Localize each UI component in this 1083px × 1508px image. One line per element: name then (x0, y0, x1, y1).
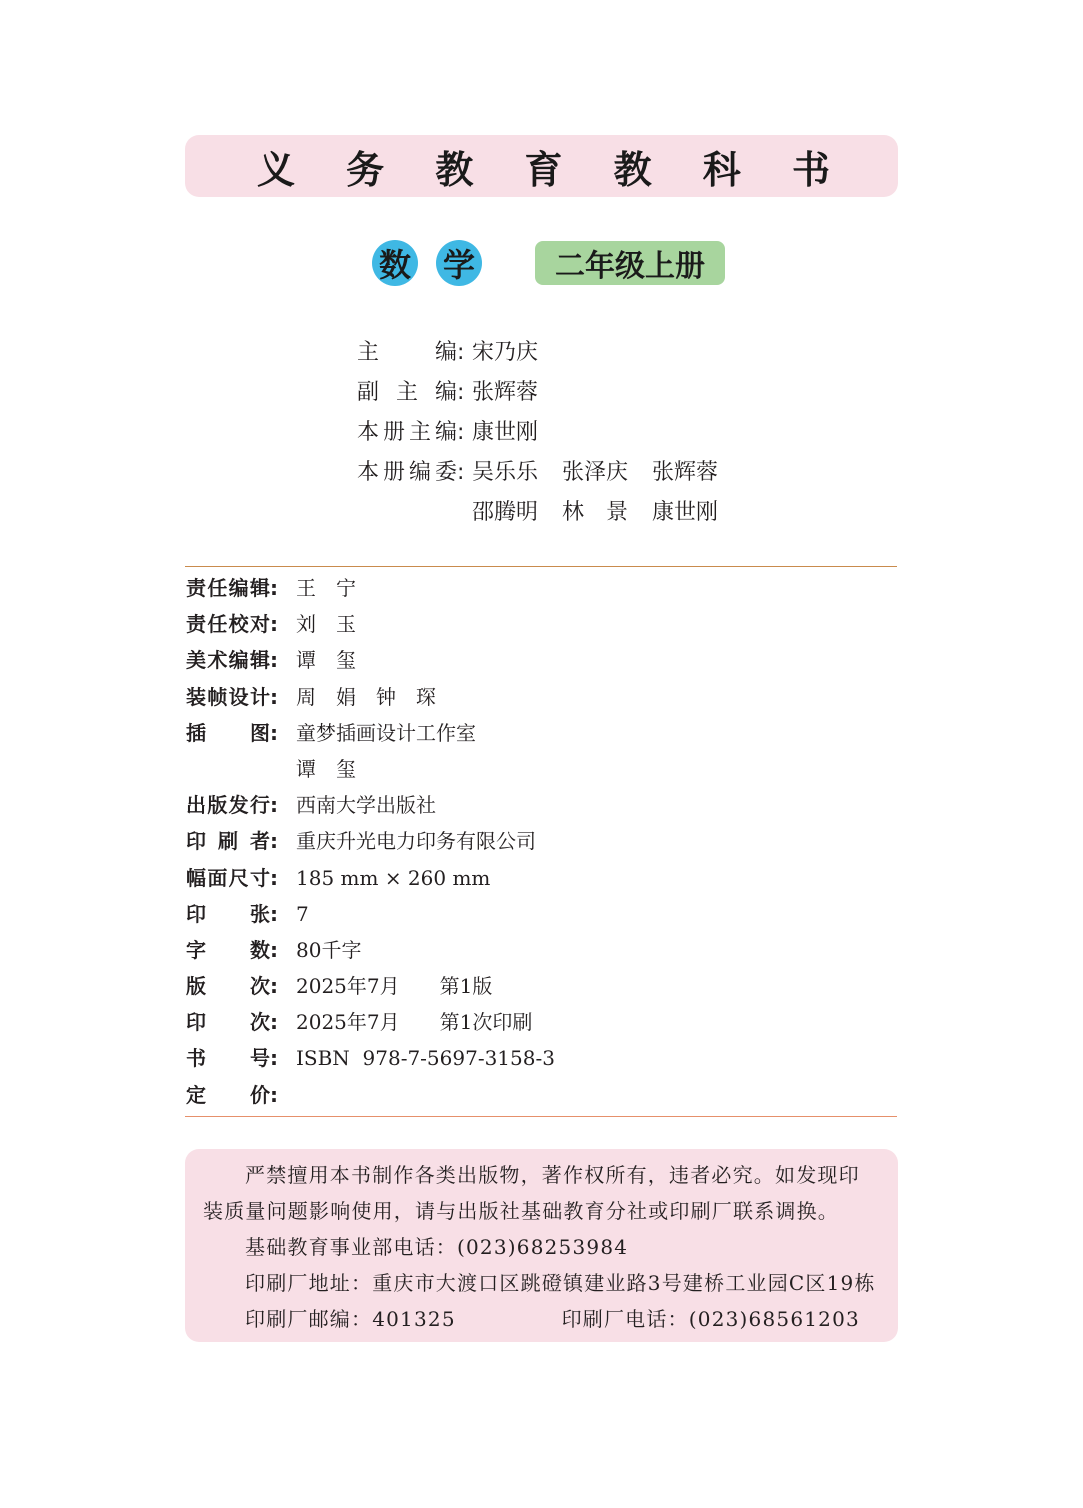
grade-badge: 二年级上册 (535, 241, 725, 285)
editor-row: 本册主编 : 康世刚 (357, 416, 742, 456)
editor-row (357, 496, 742, 536)
editors-list (357, 336, 742, 536)
credit-row: 责任校对 : 刘 玉 (186, 607, 555, 643)
editor-row: 主 编 : 宋乃庆 (357, 336, 742, 376)
editor-name: 林 景 (562, 500, 629, 525)
credit-row: 插图 : 童梦插画设计工作室 (186, 716, 555, 752)
editor-name: 康世刚 (652, 500, 719, 525)
credit-value: 童梦插画设计工作室 (296, 720, 476, 745)
divider-top (185, 566, 897, 567)
title-char: 务 (346, 146, 385, 192)
title-char: 育 (524, 146, 563, 192)
credit-label: 印张 (186, 901, 270, 926)
notice-factory-phone: 印刷厂电话：(023)68561203 (561, 1307, 860, 1331)
credit-label: 装帧设计 (186, 684, 270, 709)
notice-phone: 基础教育事业部电话：(023)68253984 (245, 1235, 629, 1259)
credit-label: 责任校对 (186, 612, 270, 637)
title-banner (185, 135, 898, 197)
credit-row: 责任编辑 : 王 宁 (186, 571, 555, 607)
notice-postcode-phone (203, 1301, 880, 1337)
credit-row: 书号 : ISBN 978-7-5697-3158-3 (186, 1041, 555, 1077)
credit-label: 定价 (186, 1082, 270, 1107)
credit-value: 185 mm × 260 mm (296, 865, 491, 890)
subject-char-2: 学 (436, 240, 482, 286)
editor-label: 本册主编 (357, 420, 457, 445)
credit-value: ISBN 978-7-5697-3158-3 (296, 1046, 555, 1071)
copyright-notice (185, 1149, 898, 1342)
credits-list (186, 571, 555, 1114)
credit-row (186, 752, 555, 788)
credit-row: 印次 : 2025年7月 第1次印刷 (186, 1005, 555, 1041)
credit-label: 书号 (186, 1046, 270, 1071)
editor-name: 吴乐乐 (472, 460, 539, 485)
credit-value: 周 娟 钟 琛 (296, 684, 436, 709)
title-char: 书 (791, 146, 830, 192)
credit-value: 刘 玉 (296, 612, 356, 637)
credit-value: 2025年7月 第1版 (296, 974, 493, 999)
credit-value: 7 (296, 901, 309, 926)
credit-label: 幅面尺寸 (186, 865, 270, 890)
editor-name: 邵腾明 (472, 500, 539, 525)
credit-row: 印张 : 7 (186, 897, 555, 933)
editor-row: 副主编 : 张辉蓉 (357, 376, 742, 416)
divider-bottom (185, 1116, 897, 1117)
credit-row: 幅面尺寸 : 185 mm × 260 mm (186, 861, 555, 897)
credit-value: 西南大学出版社 (296, 793, 436, 818)
credit-value: 谭 玺 (296, 756, 356, 781)
editor-label: 本册编委 (357, 460, 457, 485)
credit-row: 印刷者 : 重庆升光电力印务有限公司 (186, 824, 555, 860)
notice-paragraph: 严禁擅用本书制作各类出版物，著作权所有，违者必究。如发现印装质量问题影响使用，请与出版社基础教育分社或印刷厂联系调换。 (203, 1163, 860, 1223)
credit-row: 定价 : (186, 1078, 555, 1114)
editor-name: 康世刚 (472, 420, 539, 445)
credit-label: 版次 (186, 974, 270, 999)
credit-label: 印次 (186, 1010, 270, 1035)
editor-name: 宋乃庆 (472, 340, 539, 365)
editor-name: 张泽庆 (562, 460, 629, 485)
subject-badge (372, 240, 500, 286)
credit-value: 谭 玺 (296, 648, 356, 673)
notice-postcode: 印刷厂邮编：401325 (245, 1307, 456, 1331)
subject-char-1: 数 (372, 240, 418, 286)
credit-row: 装帧设计 : 周 娟 钟 琛 (186, 680, 555, 716)
credit-row: 版次 : 2025年7月 第1版 (186, 969, 555, 1005)
credit-label: 美术编辑 (186, 648, 270, 673)
credit-value: 王 宁 (296, 576, 356, 600)
title-char: 教 (613, 146, 652, 192)
credit-label: 责任编辑 (186, 576, 270, 600)
title-char: 教 (435, 146, 474, 192)
credit-value: 2025年7月 第1次印刷 (296, 1010, 533, 1035)
editor-row: 本册编委 : 吴乐乐 张泽庆 张辉蓉 (357, 456, 742, 496)
credit-value: 80千字 (296, 937, 362, 962)
credit-value: 重庆升光电力印务有限公司 (296, 829, 536, 854)
credit-label: 插图 (186, 720, 270, 745)
credit-label: 字数 (186, 937, 270, 962)
credit-row: 字数 : 80千字 (186, 933, 555, 969)
editor-label: 副主编 (357, 380, 457, 405)
credit-row: 美术编辑 : 谭 玺 (186, 643, 555, 679)
editor-name: 张辉蓉 (652, 460, 719, 485)
credit-label: 印刷者 (186, 829, 270, 854)
title-char: 义 (257, 146, 296, 192)
editor-label: 主 编 (357, 340, 457, 365)
credit-label: 出版发行 (186, 793, 270, 818)
title-char: 科 (702, 146, 741, 192)
editor-name: 张辉蓉 (472, 380, 539, 405)
notice-address: 印刷厂地址：重庆市大渡口区跳磴镇建业路3号建桥工业园C区19栋 (245, 1271, 876, 1295)
credit-row: 出版发行 : 西南大学出版社 (186, 788, 555, 824)
